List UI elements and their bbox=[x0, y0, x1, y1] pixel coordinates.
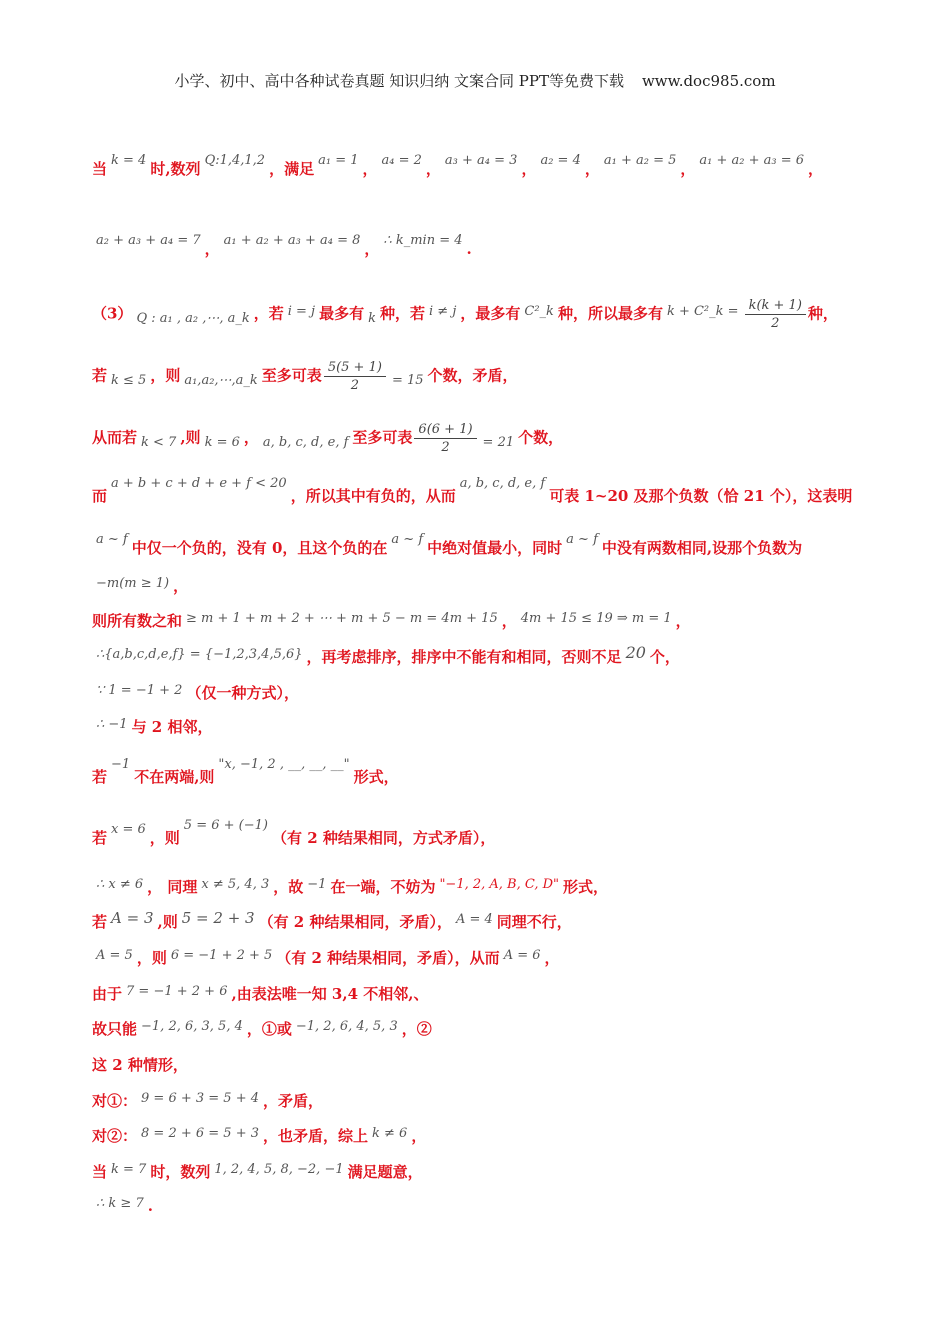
solution-line-23 bbox=[92, 1161, 423, 1182]
math: k ≤ 5 bbox=[111, 372, 147, 388]
text: . bbox=[147, 1197, 153, 1215]
fraction bbox=[414, 422, 476, 455]
math: a, b, c, d, e, f bbox=[459, 476, 546, 491]
math: 4m + 15 ≤ 19 ⇒ m = 1 bbox=[520, 611, 672, 626]
math: = 21 bbox=[482, 434, 515, 450]
math: a₁ = 1 bbox=[318, 153, 359, 168]
text: 形式， bbox=[563, 878, 609, 896]
text: ，若 bbox=[253, 304, 284, 323]
math: 20 bbox=[625, 643, 646, 662]
math: "−1, 2, A, B, C, D" bbox=[439, 877, 560, 892]
math: a ~ f bbox=[566, 532, 598, 547]
solution-line-14 bbox=[92, 818, 496, 848]
math: −1 bbox=[307, 877, 327, 892]
solution-line-16 bbox=[92, 911, 572, 932]
text: 而 bbox=[92, 487, 108, 505]
solution-line-12 bbox=[92, 716, 212, 737]
solution-line-7 bbox=[92, 532, 803, 558]
math: 1, 2, 4, 5, 8, −2, −1 bbox=[214, 1162, 344, 1177]
text: ，矛盾， bbox=[263, 1092, 324, 1110]
text: （有 2 种结果相同，矛盾），从而 bbox=[276, 949, 500, 967]
text: ,则 bbox=[157, 913, 178, 931]
math: a ~ f bbox=[391, 532, 424, 547]
text: 中仅一个负的，没有 0，且这个负的在 bbox=[131, 539, 388, 557]
text: ， bbox=[584, 160, 600, 178]
text: 至多可表 bbox=[352, 428, 413, 447]
text: 若 bbox=[92, 829, 108, 847]
header-text: 小学、初中、高中各种试卷真题 知识归纳 文案合同 PPT等免费下载 bbox=[174, 72, 624, 90]
text: ,则 bbox=[180, 428, 201, 447]
text: 可表 1~20 及那个负数（恰 21 个），这表明 bbox=[549, 487, 853, 505]
solution-line-6 bbox=[92, 476, 853, 506]
text: 满足题意， bbox=[347, 1163, 423, 1181]
math: a₁ + a₂ = 5 bbox=[603, 153, 677, 168]
text: 与 2 相邻， bbox=[131, 718, 213, 736]
math: k bbox=[368, 310, 376, 326]
math: ∵ 1 = −1 + 2 bbox=[96, 683, 183, 698]
math: 7 = −1 + 2 + 6 bbox=[126, 984, 228, 999]
text: 从而若 bbox=[92, 428, 138, 447]
math: ∴ −1 bbox=[96, 717, 128, 732]
math: k = 7 bbox=[111, 1162, 147, 1177]
math: ≥ m + 1 + m + 2 + ⋯ + m + 5 − m = 4m + 15 bbox=[186, 611, 498, 626]
math: −1, 2, 6, 3, 5, 4 bbox=[141, 1019, 243, 1034]
solution-line-5 bbox=[92, 422, 563, 455]
text: 至多可表 bbox=[261, 366, 322, 385]
math: ∴ k ≥ 7 bbox=[96, 1196, 144, 1211]
math: i = j bbox=[287, 303, 316, 319]
text: 由于 bbox=[92, 985, 123, 1003]
text: ， bbox=[521, 160, 537, 178]
text: 对②： bbox=[92, 1127, 138, 1145]
solution-line-10 bbox=[92, 643, 680, 667]
solution-line-8 bbox=[92, 575, 188, 596]
math: Q:1,4,1,2 bbox=[204, 153, 266, 168]
text: 时，数列 bbox=[150, 1163, 211, 1181]
text: 种，所以最多有 bbox=[557, 304, 663, 323]
fraction bbox=[324, 360, 386, 393]
text: （有 2 种结果相同，矛盾）， bbox=[258, 913, 452, 931]
text: ， bbox=[364, 240, 380, 258]
text: ，故 bbox=[273, 878, 304, 896]
text: 则所有数之和 bbox=[92, 612, 183, 630]
text: ， bbox=[411, 1127, 427, 1145]
text: ， bbox=[680, 160, 696, 178]
solution-line-17 bbox=[92, 947, 560, 968]
denominator: 2 bbox=[441, 440, 450, 455]
text: 最多有 bbox=[319, 304, 365, 323]
math: a₁ + a₂ + a₃ = 6 bbox=[699, 153, 805, 168]
text: . bbox=[466, 240, 472, 258]
text: ，再考虑排序，排序中不能有和相同，否则不足 bbox=[306, 648, 622, 666]
text: 个数， bbox=[518, 428, 564, 447]
solution-line-13 bbox=[92, 757, 399, 787]
text: ， bbox=[425, 160, 441, 178]
text: 在一端，不妨为 bbox=[330, 878, 436, 896]
math: k ≠ 6 bbox=[372, 1126, 408, 1141]
math: A = 4 bbox=[455, 912, 493, 927]
header-site[interactable]: www.doc985.com bbox=[641, 72, 776, 90]
text: ，则 bbox=[136, 949, 167, 967]
math: 5 = 6 + (−1) bbox=[183, 818, 268, 833]
math: k + C²_k = bbox=[666, 303, 739, 319]
text: ， bbox=[675, 612, 691, 630]
text: 同理不行， bbox=[496, 913, 572, 931]
solution-line-22 bbox=[92, 1125, 426, 1146]
page-header bbox=[0, 70, 950, 91]
text: ，满足 bbox=[269, 160, 315, 178]
text: 时,数列 bbox=[150, 160, 201, 178]
math: "x, −1, 2 , __, __, __" bbox=[218, 757, 350, 772]
solution-line-3 bbox=[92, 298, 838, 331]
text: 对①： bbox=[92, 1092, 138, 1110]
text: ，② bbox=[401, 1020, 432, 1038]
math: k = 6 bbox=[204, 434, 240, 450]
math: x ≠ 5, 4, 3 bbox=[201, 877, 270, 892]
math: a₁ + a₂ + a₃ + a₄ = 8 bbox=[223, 233, 361, 248]
numerator: 6(6 + 1) bbox=[414, 422, 476, 439]
text: 种， bbox=[807, 304, 838, 323]
solution-line-2 bbox=[92, 233, 472, 259]
math: a ~ f bbox=[96, 532, 128, 547]
math: ∴ k_min = 4 bbox=[383, 233, 463, 248]
math: A = 6 bbox=[503, 948, 541, 963]
text: 当 bbox=[92, 160, 108, 178]
math: Q : a₁ , a₂ ,⋯, a_k bbox=[136, 310, 250, 326]
math: 6 = −1 + 2 + 5 bbox=[170, 948, 273, 963]
text: ，也矛盾，综上 bbox=[263, 1127, 369, 1145]
math: = 15 bbox=[391, 372, 424, 388]
text: 故只能 bbox=[92, 1020, 138, 1038]
text: 当 bbox=[92, 1163, 108, 1181]
math: −1 bbox=[111, 757, 131, 772]
text: ， bbox=[501, 612, 517, 630]
math: ∴ x ≠ 6 bbox=[96, 877, 144, 892]
text: 不在两端,则 bbox=[134, 768, 215, 786]
math: C²_k bbox=[524, 303, 554, 319]
solution-line-9 bbox=[92, 610, 691, 631]
math: k < 7 bbox=[141, 434, 177, 450]
text: ，①或 bbox=[246, 1020, 292, 1038]
fraction bbox=[745, 298, 806, 331]
denominator: 2 bbox=[771, 316, 780, 331]
math: ∴{a,b,c,d,e,f} = {−1,2,3,4,5,6} bbox=[96, 647, 303, 662]
text: （有 2 种结果相同，方式矛盾）， bbox=[271, 829, 496, 847]
math: 5 = 2 + 3 bbox=[181, 909, 255, 927]
math: x = 6 bbox=[111, 822, 146, 837]
text: 种，若 bbox=[380, 304, 426, 323]
text: 个， bbox=[649, 648, 680, 666]
text: 若 bbox=[92, 913, 108, 931]
math: 9 = 6 + 3 = 5 + 4 bbox=[141, 1091, 259, 1106]
math: 8 = 2 + 6 = 5 + 3 bbox=[141, 1126, 259, 1141]
numerator: 5(5 + 1) bbox=[324, 360, 386, 377]
solution-line-15 bbox=[92, 876, 608, 897]
text: 若 bbox=[92, 768, 108, 786]
solution-line-20 bbox=[92, 1054, 188, 1075]
text: （仅一种方式）， bbox=[186, 684, 299, 702]
text: （3） bbox=[92, 304, 133, 323]
text: ，最多有 bbox=[460, 304, 521, 323]
solution-line-18 bbox=[92, 983, 428, 1004]
math: a, b, c, d, e, f bbox=[262, 434, 349, 450]
text: ， bbox=[173, 577, 189, 595]
text: 中没有两数相同,设那个负数为 bbox=[601, 539, 803, 557]
text: ， bbox=[243, 428, 259, 447]
math: i ≠ j bbox=[429, 303, 457, 319]
text: 这 2 种情形， bbox=[92, 1056, 188, 1074]
math: a₄ = 2 bbox=[381, 153, 422, 168]
solution-line-24 bbox=[92, 1197, 153, 1215]
solution-line-1 bbox=[92, 153, 824, 179]
text: ,由表法唯一知 3,4 不相邻,、 bbox=[231, 985, 429, 1003]
math: a₂ = 4 bbox=[540, 153, 581, 168]
text: 个数，矛盾， bbox=[427, 366, 518, 385]
math: a + b + c + d + e + f < 20 bbox=[111, 476, 287, 491]
text: ，所以其中有负的，从而 bbox=[290, 487, 456, 505]
solution-line-19 bbox=[92, 1018, 432, 1039]
math: −1, 2, 6, 4, 5, 3 bbox=[295, 1019, 398, 1034]
text: ， bbox=[362, 160, 378, 178]
math: a₂ + a₃ + a₄ = 7 bbox=[96, 233, 201, 248]
math: A = 5 bbox=[96, 948, 133, 963]
text: ，则 bbox=[149, 829, 180, 847]
solution-line-4 bbox=[92, 360, 518, 393]
solution-line-11 bbox=[92, 682, 299, 703]
text: ， bbox=[808, 160, 824, 178]
text: ， bbox=[204, 240, 220, 258]
text: ， 同理 bbox=[147, 878, 198, 896]
text: 形式， bbox=[353, 768, 399, 786]
math: a₁,a₂,⋯,a_k bbox=[184, 372, 258, 388]
text: ，则 bbox=[150, 366, 181, 385]
math: a₃ + a₄ = 3 bbox=[444, 153, 518, 168]
text: 中绝对值最小，同时 bbox=[427, 539, 563, 557]
text: 若 bbox=[92, 366, 108, 385]
text: ， bbox=[544, 949, 560, 967]
solution-line-21 bbox=[92, 1090, 323, 1111]
math: −m(m ≥ 1) bbox=[96, 576, 170, 591]
denominator: 2 bbox=[350, 378, 360, 393]
numerator: k(k + 1) bbox=[745, 298, 806, 315]
math: A = 3 bbox=[111, 909, 154, 927]
math: k = 4 bbox=[111, 153, 147, 168]
